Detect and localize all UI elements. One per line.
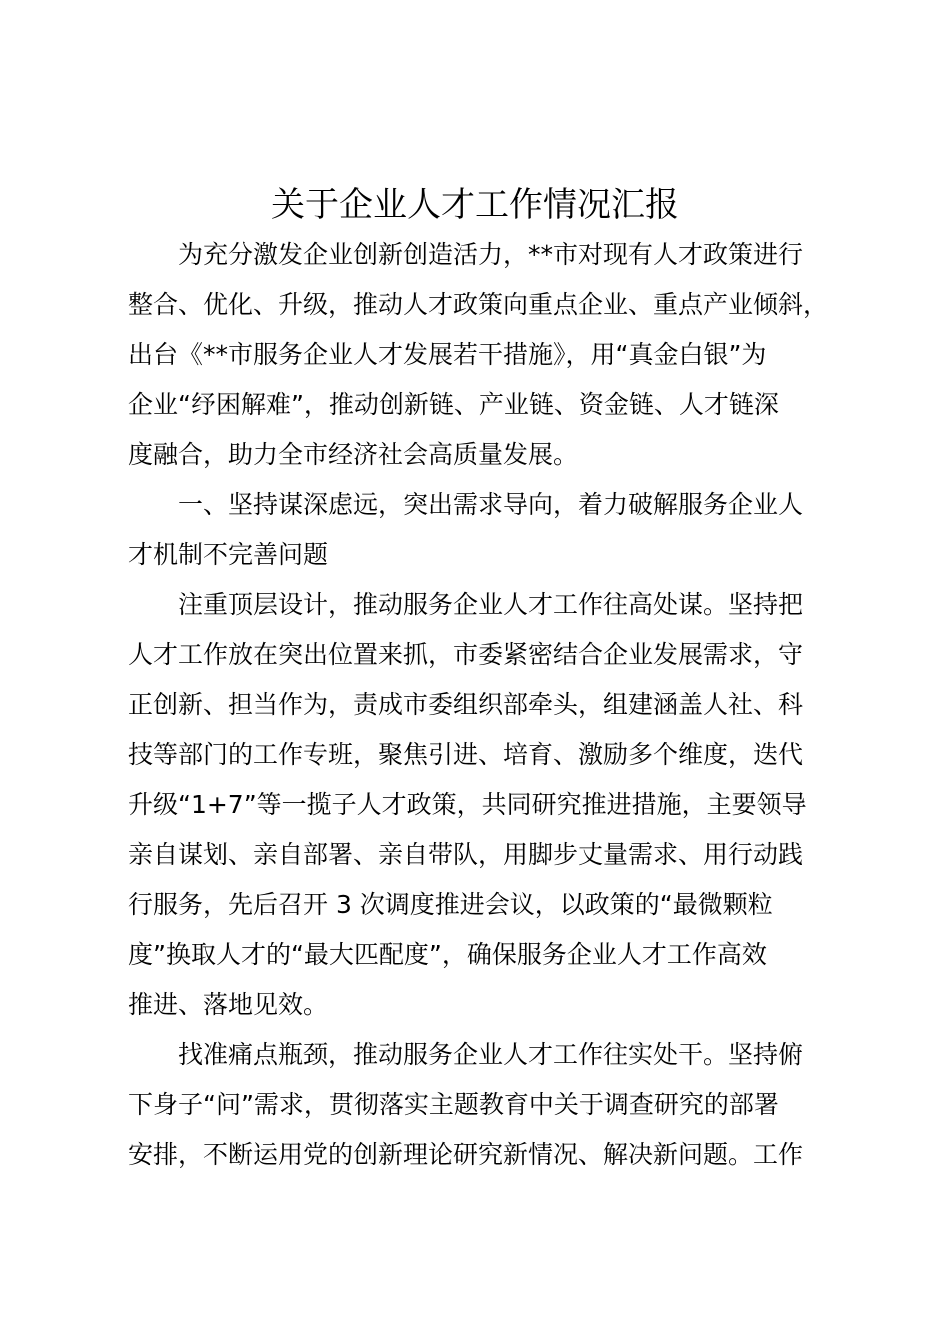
document-title: 关于企业人才工作情况汇报 xyxy=(271,185,679,225)
paragraph-line: 注重顶层设计，推动服务企业人才工作往高处谋。坚持把 xyxy=(178,590,804,619)
paragraph-line: 找准痛点瓶颈，推动服务企业人才工作往实处干。坚持俯 xyxy=(178,1040,804,1069)
paragraph-line: 整合、优化、升级，推动人才政策向重点企业、重点产业倾斜， xyxy=(128,290,829,319)
paragraph-line: 推进、落地见效。 xyxy=(128,990,329,1019)
paragraph-line: 行服务，先后召开 3 次调度推进会议，以政策的“最微颗粒 xyxy=(128,890,773,919)
paragraph-line: 为充分激发企业创新创造活力，**市对现有人才政策进行 xyxy=(178,240,804,269)
paragraph-line: 技等部门的工作专班，聚焦引进、培育、激励多个维度，迭代 xyxy=(128,740,804,769)
paragraph-line: 安排，不断运用党的创新理论研究新情况、解决新问题。工作 xyxy=(128,1140,804,1169)
paragraph-line: 度融合，助力全市经济社会高质量发展。 xyxy=(128,440,579,469)
paragraph-line: 亲自谋划、亲自部署、亲自带队，用脚步丈量需求、用行动践 xyxy=(128,840,804,869)
paragraph-line: 度”换取人才的“最大匹配度”，确保服务企业人才工作高效 xyxy=(128,940,767,969)
paragraph-line: 升级“1+7”等一揽子人才政策，共同研究推进措施，主要领导 xyxy=(128,790,807,819)
paragraph-line: 出台《**市服务企业人才发展若干措施》，用“真金白银”为 xyxy=(128,340,767,369)
paragraph-line: 下身子“问”需求，贯彻落实主题教育中关于调查研究的部署 xyxy=(128,1090,779,1119)
paragraph-line: 正创新、担当作为，责成市委组织部牵头，组建涵盖人社、科 xyxy=(128,690,804,719)
section-heading-line: 才机制不完善问题 xyxy=(128,540,329,569)
section-heading-line: 一、坚持谋深虑远，突出需求导向，着力破解服务企业人 xyxy=(178,490,804,519)
paragraph-line: 企业“纾困解难”，推动创新链、产业链、资金链、人才链深 xyxy=(128,390,779,419)
paragraph-line: 人才工作放在突出位置来抓，市委紧密结合企业发展需求，守 xyxy=(128,640,804,669)
